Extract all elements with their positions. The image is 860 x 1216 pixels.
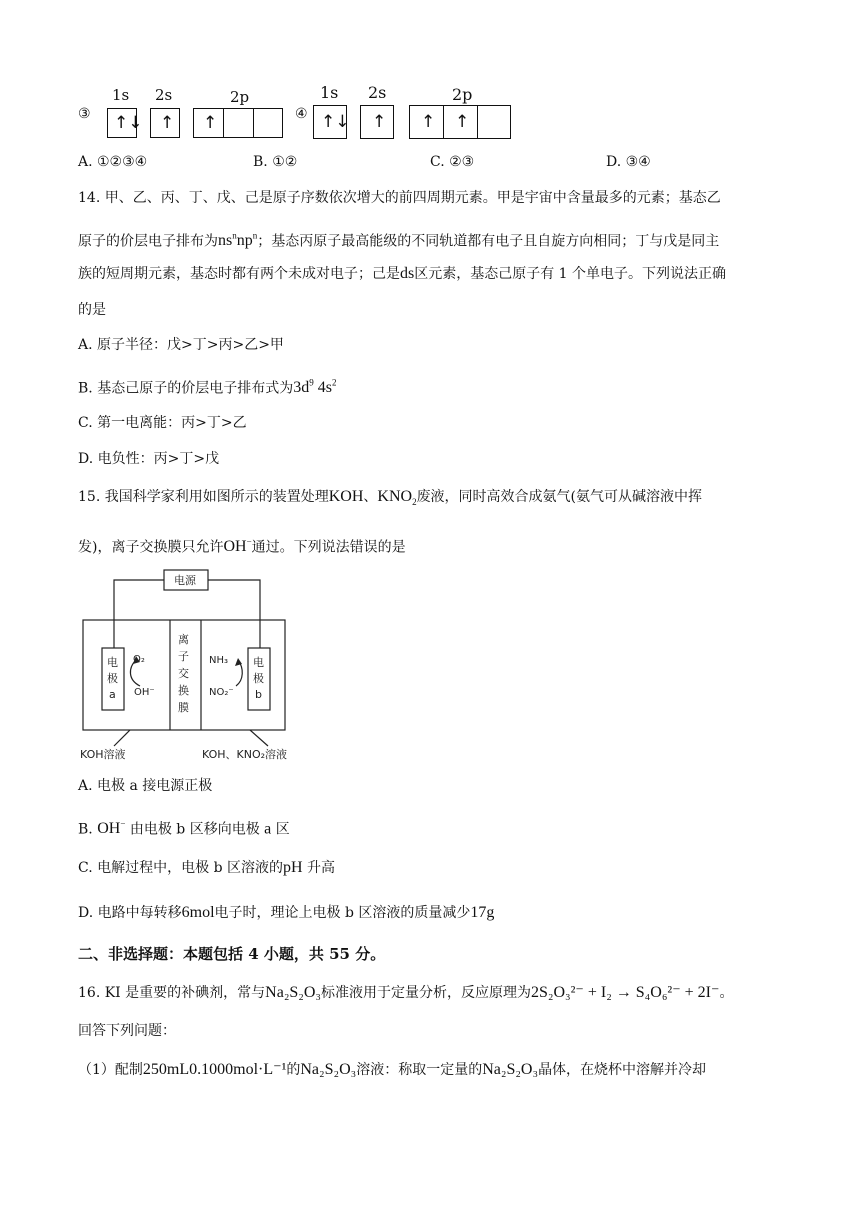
right-solution-label: KOH、KNO₂溶液: [202, 748, 288, 761]
orbital-box-2s: [360, 105, 394, 139]
q16-part1: （1）配制250mL0.1000mol·L⁻¹的Na₂S₂O₃溶液：称取一定量的Na₂S₂O₃晶体，在烧杯中溶解并冷却: [78, 1061, 707, 1078]
electrode-a-char-3: a: [109, 688, 116, 701]
spin-up-arrow: ↑: [455, 112, 470, 132]
electrode-a-char-2: 极: [107, 672, 118, 685]
q14-option-d: D. 电负性：丙>丁>戊: [78, 451, 220, 467]
q15-stem-line1: 15. 我国科学家利用如图所示的装置处理KOH、$KNO_2$废液，同时高效合成氨气(氨气可从碱溶液中挥: [78, 488, 703, 508]
q13-option-a: A. ①②③④: [78, 154, 148, 170]
spin-up-arrow: ↑: [421, 112, 436, 132]
q16-line1: 16. KI 是重要的补碘剂，常与Na₂S₂O₃标准液用于定量分析，反应原理为2S₂O₃²⁻ + I₂ → S₄O₆²⁻ + 2I⁻。: [78, 984, 734, 1001]
membrane-char-3: 交: [178, 667, 189, 680]
q14-stem-line2: 原子的价层电子排布为$ns^nnp^n$；基态丙原子最高能级的不同轨道都有电子且自旋方向相同；丁与戊是同主: [78, 231, 720, 250]
orbital-box-2p: [193, 108, 283, 138]
item-marker-3: ③: [78, 106, 91, 122]
oh-label: OH⁻: [134, 687, 155, 698]
left-solution-label: KOH溶液: [80, 748, 126, 761]
o2-label: O₂: [133, 654, 145, 665]
section-heading: 二、非选择题：本题包括 4 小题，共 55 分。: [78, 945, 386, 963]
label-2s: 2s: [155, 86, 173, 104]
orbital-box-2p: [409, 105, 511, 139]
orbital-box-2s: [150, 108, 180, 138]
q14-stem-line3: 族的短周期元素，基态时都有两个未成对电子；己是ds区元素，基态己原子有 1 个单电子。下列说法正确: [78, 265, 727, 282]
no2-label: NO₂⁻: [209, 687, 234, 698]
spin-pair-arrows: ↑↓: [114, 113, 143, 133]
q15-stem-line2: 发)，离子交换膜只允许OH−通过。下列说法错误的是: [78, 537, 406, 556]
orbital-box-1s: [107, 108, 143, 138]
nh3-label: NH₃: [209, 655, 229, 666]
q14-option-b: B. 基态己原子的价层电子排布式为$3d^9$ $4s^2$: [78, 378, 337, 397]
membrane-char-4: 换: [178, 684, 189, 697]
membrane-char-2: 子: [178, 650, 189, 663]
power-supply-label: 电源: [174, 574, 196, 587]
membrane-char-1: 离: [178, 633, 189, 646]
label-1s: 1s: [320, 83, 339, 102]
q16-line2: 回答下列问题：: [78, 1023, 176, 1039]
q14-option-a: A. 原子半径：戊>丁>丙>乙>甲: [78, 337, 284, 353]
item-marker-4: ④: [295, 106, 308, 122]
q15-option-b: B. OH− 由电极 b 区移向电极 a 区: [78, 819, 290, 838]
q13-option-c: C. ②③: [430, 154, 475, 170]
electrode-b-char-2: 极: [253, 672, 264, 685]
electrolysis-cell-diagram: [78, 568, 310, 764]
spin-up-arrow: ↑: [372, 112, 387, 132]
spin-pair-arrows: ↑↓: [321, 112, 350, 132]
orbital-box-1s: [313, 105, 350, 139]
q13-option-d: D. ③④: [606, 154, 651, 170]
label-2s: 2s: [368, 83, 387, 102]
q13-option-b: B. ①②: [253, 154, 298, 170]
q14-stem-line1: 14. 甲、乙、丙、丁、戊、己是原子序数依次增大的前四周期元素。甲是宇宙中含量最多的元素；基态乙: [78, 190, 721, 206]
label-2p: 2p: [230, 88, 250, 106]
q15-option-c: C. 电解过程中，电极 b 区溶液的pH 升高: [78, 859, 335, 876]
spin-up-arrow: ↑: [160, 113, 175, 133]
membrane-char-5: 膜: [178, 701, 189, 714]
label-2p: 2p: [452, 85, 473, 104]
q14-stem-line4: 的是: [78, 302, 106, 318]
q14-option-c: C. 第一电离能：丙>丁>乙: [78, 415, 247, 431]
q15-option-d: D. 电路中每转移6mol电子时，理论上电极 b 区溶液的质量减少17g: [78, 904, 495, 921]
electrode-b-char-3: b: [255, 688, 262, 701]
q15-option-a: A. 电极 a 接电源正极: [78, 778, 213, 794]
electrode-a-char-1: 电: [107, 656, 118, 669]
electrode-b-char-1: 电: [253, 656, 264, 669]
label-1s: 1s: [112, 86, 130, 104]
spin-up-arrow: ↑: [203, 113, 218, 133]
